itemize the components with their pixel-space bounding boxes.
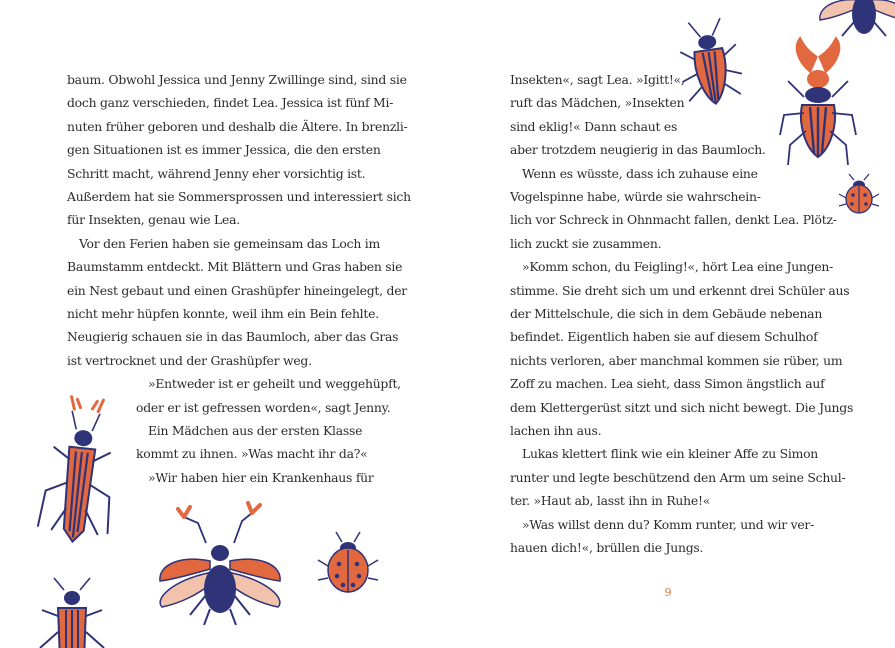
text-line: der Mittelschule, die sich in dem Gebäude nebenan [510,306,823,321]
text-line: stimme. Sie dreht sich um und erkennt drei Schüler aus [510,282,850,298]
ladybug-illustration [839,174,879,213]
text-line: Zoff zu machen. Lea sieht, dass Simon ängstlich auf [510,376,825,392]
text-line: »Komm schon, du Feigling!«, hört Lea eine Jungen- [522,259,834,275]
text-line: befindet. Eigentlich haben sie auf diesem Schulhof [510,329,818,345]
text-line: Neugierig schauen sie in das Baumloch, aber das Gras [67,329,399,345]
winged-beetle-illustration [160,503,280,625]
beetle-illustration [37,395,122,546]
right-page [448,0,895,648]
text-line: baum. Obwohl Jessica und Jenny Zwillinge sind, sind sie [67,72,407,87]
winged-beetle-illustration [820,0,895,36]
left-page [0,0,447,648]
text-line: runter und legte beschützend den Arm um seine Schul- [510,469,846,485]
text-line: »Wir haben hier ein Krankenhaus für [148,469,374,485]
text-line: Vogelspinne habe, würde sie wahrschein- [510,189,761,204]
text-line: Ein Mädchen aus der ersten Klasse [148,423,363,438]
text-line: Außerdem hat sie Sommersprossen und interessiert sich [67,189,411,204]
text-line: nuten früher geboren und deshalb die Ältere. In brenzli- [67,118,408,134]
beetle-illustration [40,578,104,648]
left-page-illustrations [0,0,447,648]
right-page-illustrations [448,0,895,648]
text-line: nichts verloren, aber manchmal kommen sie rüber, um [510,352,843,368]
text-line: lich zuckt sie zusammen. [510,235,662,251]
text-line: Wenn es wüsste, dass ich zuhause eine [522,165,758,181]
text-line: Lukas klettert flink wie ein kleiner Affe zu Simon [522,446,819,462]
text-line: Vor den Ferien haben sie gemeinsam das Loch im [79,235,380,251]
stag-beetle-illustration [780,39,856,165]
text-line: Baumstamm entdeckt. Mit Blättern und Gras haben sie [67,259,403,275]
text-line: nicht mehr hüpfen konnte, weil ihm ein Bein fehlte. [67,306,379,321]
text-line: lich vor Schreck in Ohnmacht fallen, denkt Lea. Plötz- [510,212,837,228]
text-line: »Entweder ist er geheilt und weggehüpft, [148,376,401,392]
page-number: 9 [664,586,672,599]
text-line: oder er ist gefressen worden«, sagt Jenny. [136,399,391,415]
text-line: ter. »Haut ab, lasst ihn in Ruhe!« [510,493,711,509]
text-line: aber trotzdem neugierig in das Baumloch. [510,142,766,158]
text-line: gen Situationen ist es immer Jessica, die den ersten [67,142,381,158]
text-line: kommt zu ihnen. »Was macht ihr da?« [136,446,368,462]
text-line: Insekten«, sagt Lea. »Igitt!«, [510,72,685,87]
ladybug-illustration [318,532,378,592]
text-line: Schritt macht, während Jenny eher vorsichtig ist. [67,165,366,181]
beetle-illustration [674,16,745,108]
text-line: für Insekten, genau wie Lea. [67,212,240,228]
text-line: sind eklig!« Dann schaut es [510,118,678,134]
text-line: hauen dich!«, brüllen die Jungs. [510,540,704,555]
text-line: doch ganz verschieden, findet Lea. Jessica ist fünf Mi- [67,95,394,111]
text-line: dem Klettergerüst sitzt und sich nicht bewegt. Die Jungs [510,399,854,415]
text-line: ruft das Mädchen, »Insekten [510,95,685,111]
text-line: »Was willst denn du? Komm runter, und wir ver- [522,516,815,532]
text-line: ist vertrocknet und der Grashüpfer weg. [67,352,312,368]
text-line: lachen ihn aus. [510,423,602,438]
text-line: ein Nest gebaut und einen Grashüpfer hineingelegt, der [67,282,407,298]
